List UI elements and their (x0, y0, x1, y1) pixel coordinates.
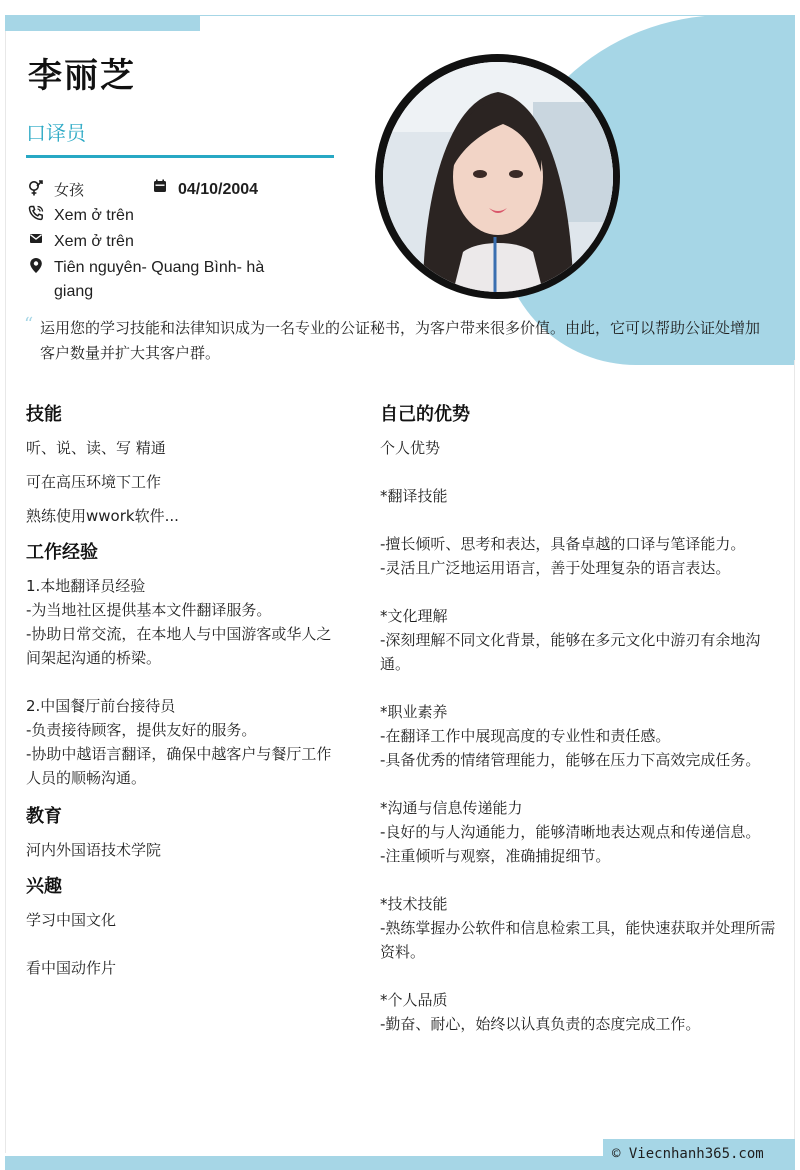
envelope-icon (26, 230, 46, 245)
calendar-icon (150, 178, 170, 193)
right-column (380, 400, 785, 1036)
hobbies-title: 兴趣 (26, 876, 62, 897)
top-accent-bar (5, 15, 200, 31)
hobby-item: 学习中国文化 (26, 911, 117, 929)
address-value: Tiên nguyên- Quang Bình- hà giang (54, 259, 265, 300)
position-underline (26, 155, 334, 158)
phone-icon (26, 204, 46, 221)
right-border (794, 360, 795, 1140)
skill-item: 熟练使用wwork软件... (26, 507, 179, 525)
skill-item: 可在高压环境下工作 (26, 473, 162, 491)
candidate-name: 李丽芝 (28, 56, 136, 96)
map-pin-icon (26, 256, 46, 274)
profile-photo (383, 62, 613, 292)
birthdate-value: 04/10/2004 (178, 181, 259, 198)
quote-icon: “ (24, 314, 34, 335)
gender-icon (26, 178, 46, 197)
education-title: 教育 (26, 806, 62, 827)
gender-row (26, 178, 84, 202)
left-column (26, 400, 346, 990)
footer-copyright: © Viecnhanh365.com (612, 1146, 764, 1162)
gender-value: 女孩 (54, 181, 85, 199)
skills-title: 技能 (26, 404, 62, 425)
career-summary: 运用您的学习技能和法律知识成为一名专业的公证秘书，为客户带来很多价值。由此，它可以帮助公证处增加客户数量并扩大其客户群。 (40, 319, 761, 362)
address-row (26, 256, 296, 304)
left-border (5, 31, 6, 1153)
job-position: 口译员 (26, 121, 86, 145)
strengths-text: 个人优势 *翻译技能 -擅长倾听、思考和表达，具备卓越的口译与笔译能力。 -灵活且广泛地运用语言，善于处理复杂的语言表达。 *文化理解 -深刻理解不同文化背景，能够在多元文化中游刃有余地沟通。 *职业素养 -在翻译工作中展现高度的专业性和责任感。 -具备优秀的情绪管理能力，能够在压力下高效完成任务。 *沟通与信息传递能力 -良好的与人沟通能力，能够清晰地表达观点和传递信息。 -注重倾听与观察，准确捕捉细节。 *技术技能 -熟练掌握办公软件和信息检索工具，能快速获取并处理所需资料。 *个人品质 -勤奋、耐心，始终以认真负责的态度完成工作。 (380, 439, 776, 1033)
hobby-item: 看中国动作片 (26, 959, 117, 977)
email-value: Xem ở trên (54, 233, 134, 250)
phone-value: Xem ở trên (54, 207, 134, 224)
education-item: 河内外国语技术学院 (26, 841, 162, 859)
strengths-title: 自己的优势 (380, 404, 470, 425)
skill-item: 听、说、读、写 精通 (26, 439, 166, 457)
email-row (26, 230, 134, 254)
phone-row (26, 204, 134, 228)
birthdate-row (150, 178, 258, 202)
experience-title: 工作经验 (26, 542, 98, 563)
profile-photo-frame (375, 54, 620, 299)
experience-text: 1.本地翻译员经验 -为当地社区提供基本文件翻译服务。 -协助日常交流，在本地人与中国游客或华人之间架起沟通的桥梁。 2.中国餐厅前台接待员 -负责接待顾客，提供友好的服务。 -协助中越语言翻译，确保中越客户与餐厅工作人员的顺畅沟通。 (26, 577, 332, 787)
